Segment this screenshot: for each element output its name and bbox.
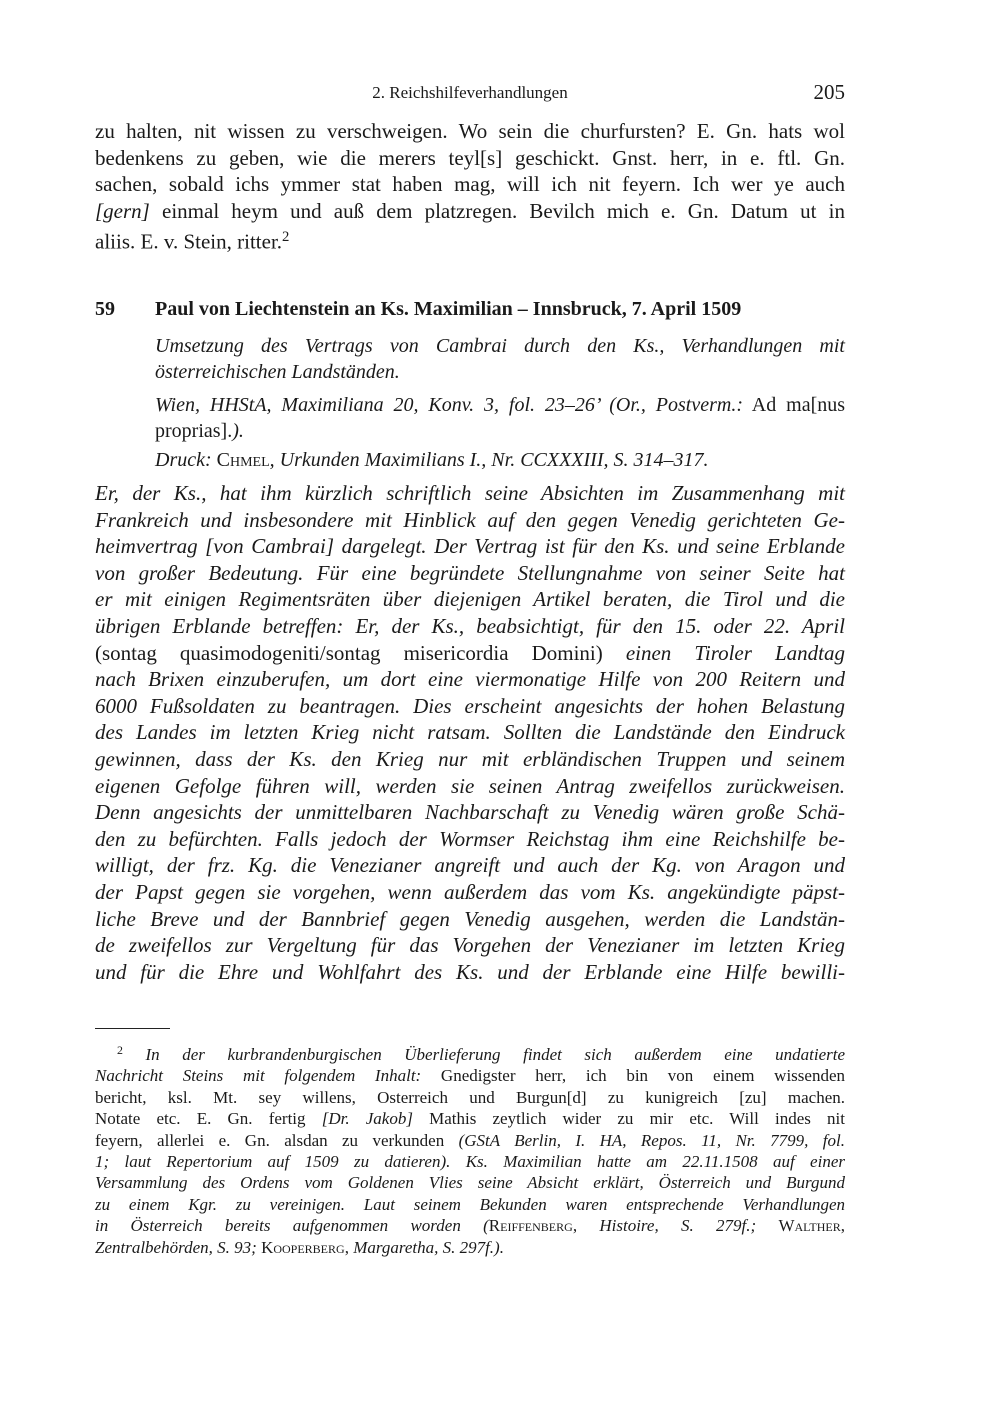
- text-line: [95, 171, 845, 198]
- text-run: von großer Bedeutung. Für eine begründete Stellungnahme von seiner Seite hat: [95, 560, 845, 585]
- document-summary: [95, 480, 845, 985]
- document-source: [155, 392, 845, 444]
- text-run: 6000 Fußsoldaten zu beantragen. Dies erscheint angesichts der hohen Belastung: [95, 693, 845, 718]
- text-line: [155, 392, 845, 418]
- text-line: [95, 145, 845, 172]
- text-run: Margaretha, S. 297f.).: [353, 1237, 504, 1257]
- text-line: [95, 118, 845, 145]
- text-line: [95, 640, 845, 667]
- text-run: österreichischen Landständen.: [155, 361, 400, 383]
- text-run: Er, der Ks., hat ihm kürzlich schriftlich seine Absichten im Zusammenhang mit: [95, 481, 845, 505]
- text-run: in Österreich bereits aufgenommen worden (: [95, 1216, 489, 1236]
- text-line: [95, 1065, 845, 1086]
- text-run: aliis. E. v. Stein, ritter.: [95, 229, 283, 254]
- text-run: zu halten, nit wissen zu verschweigen. Wo sein die churfursten? E. Gn. hats wol: [95, 119, 845, 143]
- text-run: Wien, HHStA, Maximiliana 20, Konv. 3, fol. 23–26’ (Or., Postverm.:: [155, 394, 744, 416]
- text-run: Druck:: [155, 449, 212, 471]
- text-line: [95, 1040, 845, 1065]
- text-line: [95, 746, 845, 773]
- running-head: [95, 80, 845, 106]
- text-run: Mathis zeytlich wider zu mir etc. Will indes nit: [412, 1109, 845, 1129]
- text-run: zu einem Kgr. zu vereinigen. Laut seinem Bekunden waren entsprechende Verhandlungen: [95, 1194, 845, 1214]
- text-run: In der kurbrandenburgischen Überlieferung findet sich außerdem eine undatierte: [122, 1044, 845, 1064]
- text-run: Histoire, S. 279f.;: [599, 1216, 757, 1236]
- text-run: Notate etc. E. Gn. fertig: [95, 1109, 322, 1129]
- document-regest: [155, 333, 845, 385]
- page-number: 205: [813, 80, 845, 104]
- text-line: [155, 447, 845, 473]
- text-run: einen Tiroler Landtag: [602, 640, 845, 665]
- text-line: [95, 799, 845, 826]
- text-run: nach Brixen einzuberufen, um dort eine viermonatige Hilfe von 200 Reitern und: [95, 667, 845, 692]
- text-run: ,: [344, 1237, 354, 1257]
- text-line: [95, 932, 845, 959]
- text-run: Gnedigster herr, ich bin von einem wissenden: [421, 1066, 845, 1086]
- text-run: (sontag quasimodogeniti/sontag misericordia Domini): [95, 640, 603, 665]
- text-run: und für die Ehre und Wohlfahrt des Ks. und der Erblande eine Hilfe bewilli-: [95, 959, 845, 984]
- text-run: Ad ma[nus: [743, 394, 846, 416]
- text-run: feyern, allerlei e. Gn. alsdan zu verkunden: [95, 1130, 459, 1150]
- text-line: [95, 560, 845, 587]
- text-run: bericht, ksl. Mt. sey willens, Osterreich und Burgun[d] zu kunigreich [zu] machen.: [95, 1087, 845, 1107]
- text-run: eigenen Gefolge führen will, werden sie seinen Antrag zweifellos zurückweisen.: [95, 773, 845, 798]
- text-line: [95, 1172, 845, 1193]
- text-line: [95, 1130, 845, 1151]
- text-run: Kooperberg: [261, 1237, 345, 1257]
- text-line: [95, 719, 845, 746]
- text-run: des Landes im letzten Krieg nicht ratsam. Sollten die Landstände den Eindruck: [95, 720, 845, 745]
- footnote-marker: 2: [117, 1043, 123, 1057]
- text-line: [95, 1087, 845, 1108]
- text-line: [95, 507, 845, 534]
- text-line: [155, 333, 845, 359]
- text-line: [95, 1151, 845, 1172]
- text-line: [95, 852, 845, 879]
- text-run: Chmel: [216, 449, 270, 471]
- text-run: , Urkunden Maximilians I., Nr. CCXXXIII, S. 314–317.: [269, 449, 709, 471]
- text-run: willigt, der frz. Kg. die Venezianer angreift und auch der Kg. von Aragon und: [95, 853, 845, 878]
- text-run: den zu befürchten. Falls jedoch der Wormser Reichstag ihm eine Reichshilfe be-: [95, 826, 845, 851]
- text-line: [95, 1215, 845, 1236]
- document-number: 59: [95, 298, 115, 320]
- footnote-marker: 2: [282, 229, 290, 246]
- text-line: [155, 359, 845, 385]
- text-run: ).: [232, 420, 244, 442]
- text-run: Zentralbehörden, S. 93;: [95, 1237, 257, 1257]
- text-run: Denn angesichts der unmittelbaren Nachbarschaft zu Venedig wären große Schä-: [95, 800, 845, 825]
- text-run: [gern]: [95, 198, 150, 223]
- text-run: Frankreich und insbesondere mit Hinblick auf den gegen Venedig gerichteten Ge-: [95, 507, 845, 532]
- text-line: [95, 613, 845, 640]
- text-run: Walther,: [778, 1216, 845, 1236]
- document-title: Paul von Liechtenstein an Ks. Maximilian – Innsbruck, 7. April 1509: [155, 298, 742, 320]
- text-run: Reiffenberg: [488, 1216, 573, 1236]
- text-line: [95, 826, 845, 853]
- text-line: [95, 773, 845, 800]
- text-line: [155, 418, 845, 444]
- text-run: bedenkens zu geben, wie die merers teyl[s] geschickt. Gnst. herr, in e. ftl. Gn.: [95, 145, 845, 170]
- text-run: Umsetzung des Vertrags von Cambrai durch den Ks., Verhandlungen mit: [155, 335, 845, 357]
- text-run: (GStA Berlin, I. HA, Repos. 11, Nr. 7799, fol.: [458, 1130, 846, 1150]
- text-line: [95, 1237, 845, 1258]
- text-run: gewinnen, dass der Ks. den Krieg nur mit erbländischen Truppen und seinem: [95, 746, 845, 771]
- text-line: [95, 1194, 845, 1215]
- text-run: Versammlung des Ordens vom Goldenen Vlies seine Absicht erklärt, Österreich und Burgund: [95, 1173, 845, 1193]
- text-run: einmal heym und auß dem platzregen. Bevilch mich e. Gn. Datum ut in: [149, 198, 845, 223]
- text-line: [95, 906, 845, 933]
- text-run: liche Breve und der Bannbrief gegen Venedig ausgehen, werden die Landstän-: [95, 906, 845, 931]
- text-line: [95, 198, 845, 225]
- text-run: er mit einigen Regimentsräten über diejenigen Artikel beraten, die Tirol und die: [95, 587, 845, 612]
- text-line: [95, 666, 845, 693]
- text-line: [95, 533, 845, 560]
- text-run: de zweifellos zur Vergeltung für das Vorgehen der Venezianer im letzten Krieg: [95, 933, 845, 958]
- text-line: [95, 959, 845, 986]
- text-line: [95, 224, 845, 255]
- running-title: 2. Reichshilfeverhandlungen: [372, 83, 568, 102]
- text-run: sachen, sobald ichs ymmer stat haben mag, will ich nit feyern. Ich wer ye auch: [95, 172, 845, 197]
- text-run: Nachricht Steins mit folgendem Inhalt:: [95, 1066, 422, 1086]
- text-run: heimvertrag [von Cambrai] dargelegt. Der Vertrag ist für den Ks. und seine Erblande: [95, 534, 845, 559]
- text-line: [95, 1108, 845, 1129]
- document-print-reference: [155, 447, 845, 473]
- text-run: der Papst gegen sie vorgehen, wenn außerdem das vom Ks. angekündigte päpst-: [95, 879, 845, 904]
- text-run: [756, 1216, 778, 1235]
- text-line: [95, 693, 845, 720]
- text-run: ,: [572, 1216, 600, 1236]
- text-run: 1; laut Repertorium auf 1509 zu datieren). Ks. Maximilian hatte am 22.11.1508 auf einer: [95, 1151, 845, 1171]
- intro-paragraph: [95, 118, 845, 255]
- text-line: [95, 480, 845, 507]
- text-run: übrigen Erblande betreffen: Er, der Ks., beabsichtigt, für den 15. oder 22. April: [95, 613, 845, 638]
- text-run: [Dr. Jakob]: [321, 1109, 413, 1129]
- footnote-2: [95, 1040, 845, 1258]
- text-line: [95, 879, 845, 906]
- footnote-rule: [95, 1028, 170, 1029]
- text-line: [95, 586, 845, 613]
- text-run: proprias].: [155, 420, 233, 442]
